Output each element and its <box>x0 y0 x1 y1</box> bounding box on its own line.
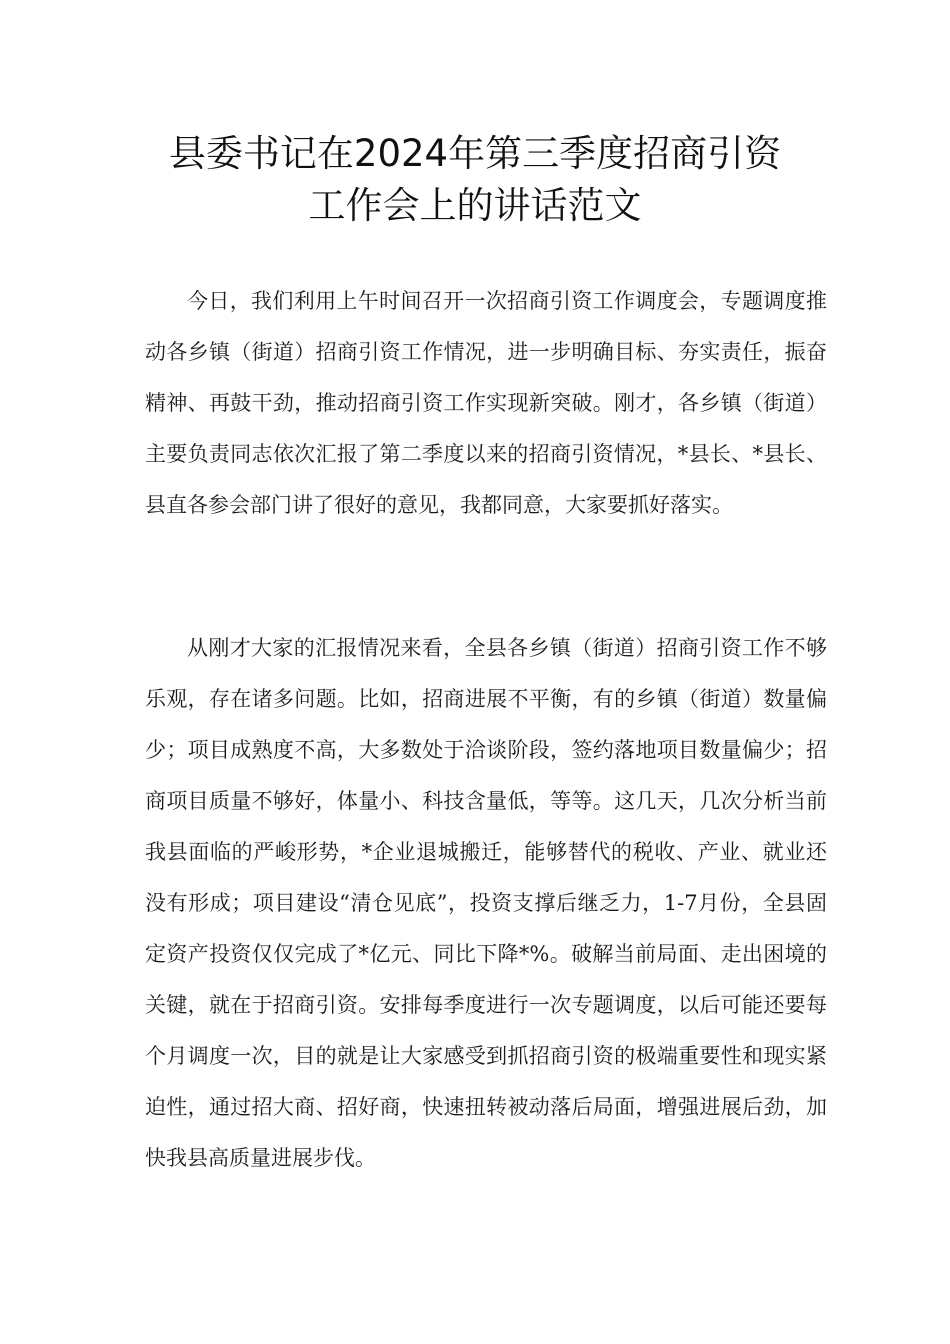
title-line-2: 工作会上的讲话范文 <box>308 184 642 227</box>
document-title <box>0 128 950 232</box>
title-line-1: 县委书记在2024年第三季度招商引资 <box>168 132 782 175</box>
body-paragraph-1: 今日，我们利用上午时间召开一次招商引资工作调度会，专题调度推动各乡镇（街道）招商引资工作情况，进一步明确目标、夯实责任，振奋精神、再鼓干劲，推动招商引资工作实现新突破。刚才，各乡镇（街道）主要负责同志依次汇报了第二季度以来的招商引资情况，*县长、*县长、县直各参会部门讲了很好的意见，我都同意，大家要抓好落实。 <box>145 289 827 517</box>
body-paragraph-2: 从刚才大家的汇报情况来看，全县各乡镇（街道）招商引资工作不够乐观，存在诸多问题。比如，招商进展不平衡，有的乡镇（街道）数量偏少；项目成熟度不高，大多数处于洽谈阶段，签约落地项目数量偏少；招商项目质量不够好，体量小、科技含量低，等等。这几天，几次分析当前我县面临的严峻形势，*企业退城搬迁，能够替代的税收、产业、就业还没有形成；项目建设“清仓见底”，投资支撑后继乏力，1-7月份，全县固定资产投资仅仅完成了*亿元、同比下降*%。破解当前局面、走出困境的关键，就在于招商引资。安排每季度进行一次专题调度，以后可能还要每个月调度一次，目的就是让大家感受到抓招商引资的极端重要性和现实紧迫性，通过招大商、招好商，快速扭转被动落后局面，增强进展后劲，加快我县高质量进展步伐。 <box>145 636 827 1170</box>
